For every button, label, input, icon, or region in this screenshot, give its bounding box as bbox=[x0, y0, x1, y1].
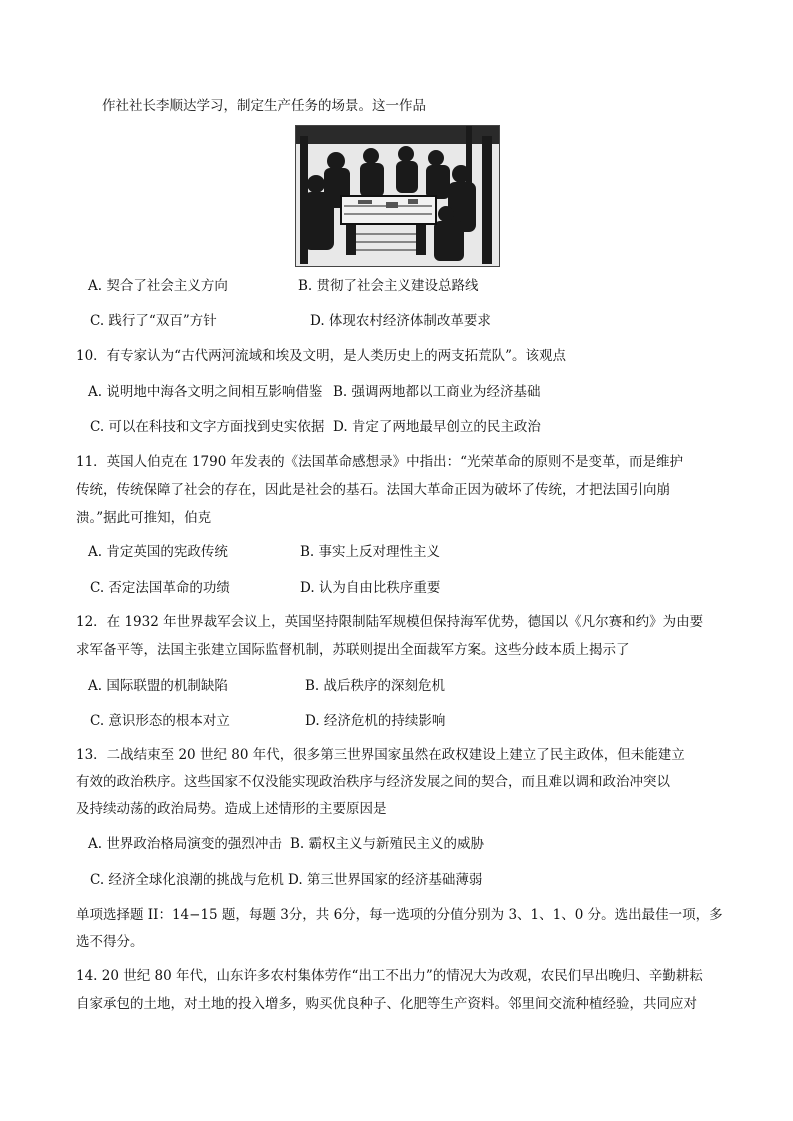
q12-stem-line-1: 12．在 1932 年世界裁军会议上，英国坚持限制陆军规模但保持海军优势，德国以《凡尔赛和约》为由要 bbox=[76, 614, 704, 630]
q13-stem-line-3: 及持续动荡的政治局势。造成上述情形的主要原因是 bbox=[76, 801, 387, 817]
q12-stem-line-2: 求军备平等，法国主张建立国际监督机制，苏联则提出全面裁军方案。这些分歧本质上揭示了 bbox=[76, 642, 630, 658]
woodcut-illustration bbox=[295, 125, 500, 267]
q10-stem: 10．有专家认为“古代两河流域和埃及文明，是人类历史上的两支拓荒队”。该观点 bbox=[76, 348, 566, 364]
q10-option-c[interactable]: C. 可以在科技和文字方面找到史实依据 bbox=[90, 419, 325, 435]
q14-stem-line-2: 自家承包的土地，对土地的投入增多，购买优良种子、化肥等生产资料。邻里间交流种植经验，共同应对 bbox=[76, 996, 697, 1012]
woodcut-scene-image bbox=[296, 126, 499, 266]
q12-option-c[interactable]: C. 意识形态的根本对立 bbox=[90, 713, 230, 729]
q13-stem-line-2: 有效的政治秩序。这些国家不仅没能实现政治秩序与经济发展之间的契合，而且难以调和政治冲突以 bbox=[76, 774, 670, 790]
q10-option-a[interactable]: A. 说明地中海各文明之间相互影响借鉴 bbox=[88, 384, 323, 400]
q11-option-b[interactable]: B. 事实上反对理性主义 bbox=[300, 544, 441, 560]
q13-option-b[interactable]: B. 霸权主义与新殖民主义的威胁 bbox=[290, 836, 485, 852]
q10-option-d[interactable]: D. 肯定了两地最早创立的民主政治 bbox=[333, 419, 541, 435]
q12-option-a[interactable]: A. 国际联盟的机制缺陷 bbox=[88, 678, 228, 694]
section-header-line-2: 选不得分。 bbox=[76, 934, 144, 950]
q11-option-c[interactable]: C. 否定法国革命的功绩 bbox=[90, 580, 230, 596]
q11-option-a[interactable]: A. 肯定英国的宪政传统 bbox=[88, 544, 228, 560]
q13-stem-line-1: 13．二战结束至 20 世纪 80 年代，很多第三世界国家虽然在政权建设上建立了民主政体，但未能建立 bbox=[76, 747, 685, 763]
q14-stem-line-1: 14. 20 世纪 80 年代，山东许多农村集体劳作“出工不出力”的情况大为改观，农民们早出晚归、辛勤耕耘 bbox=[76, 968, 703, 984]
intro-line: 作社社长李顺达学习，制定生产任务的场景。这一作品 bbox=[102, 98, 426, 114]
q9-option-b[interactable]: B. 贯彻了社会主义建设总路线 bbox=[298, 278, 479, 294]
q11-stem-line-2: 传统，传统保障了社会的存在，因此是社会的基石。法国大革命正因为破坏了传统，才把法国引向崩 bbox=[76, 482, 670, 498]
q10-option-b[interactable]: B. 强调两地都以工商业为经济基础 bbox=[333, 384, 541, 400]
q13-option-d[interactable]: D. 第三世界国家的经济基础薄弱 bbox=[288, 872, 483, 888]
section-header-line-1: 单项选择题 II：14−15 题，每题 3分，共 6分，每一选项的分值分别为 3、1、1、0 分。选出最佳一项，多 bbox=[76, 907, 723, 923]
q12-option-d[interactable]: D. 经济危机的持续影响 bbox=[305, 713, 446, 729]
q9-option-a[interactable]: A. 契合了社会主义方向 bbox=[88, 278, 228, 294]
q9-option-c[interactable]: C. 践行了“双百”方针 bbox=[90, 313, 217, 329]
q13-option-a[interactable]: A. 世界政治格局演变的强烈冲击 bbox=[88, 836, 282, 852]
q9-option-d[interactable]: D. 体现农村经济体制改革要求 bbox=[310, 313, 491, 329]
q13-option-c[interactable]: C. 经济全球化浪潮的挑战与危机 bbox=[90, 872, 284, 888]
q12-option-b[interactable]: B. 战后秩序的深刻危机 bbox=[305, 678, 446, 694]
q11-option-d[interactable]: D. 认为自由比秩序重要 bbox=[300, 580, 441, 596]
q11-stem-line-3: 溃。”据此可推知，伯克 bbox=[76, 510, 212, 526]
q11-stem-line-1: 11．英国人伯克在 1790 年发表的《法国革命感想录》中指出：“光荣革命的原则不是变革，而是维护 bbox=[76, 454, 684, 470]
